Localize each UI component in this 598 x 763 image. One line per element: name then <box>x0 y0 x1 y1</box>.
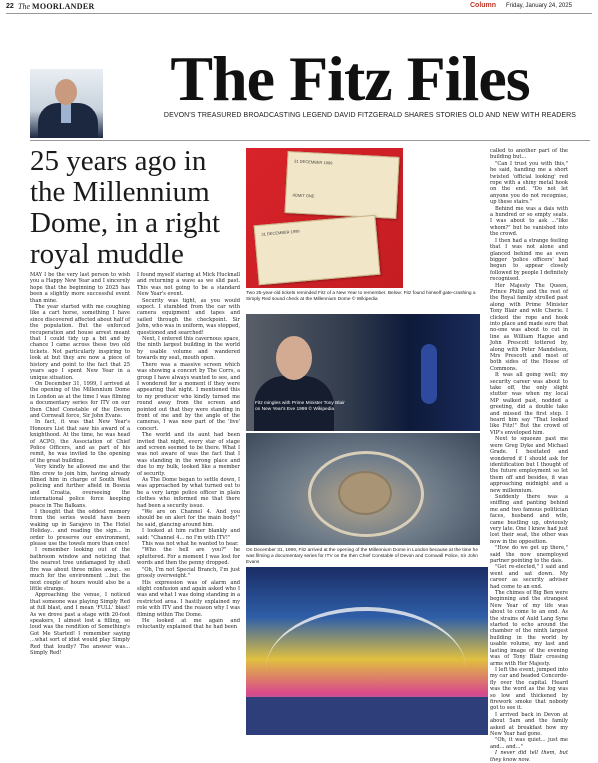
paragraph: I left the event, jumped into my car and headed Concorde-fly over the capital. Heard was the word as the fog was so low and thickened by firework smoke that nobody got to see it. <box>490 666 568 712</box>
paragraph: Security was tight, as you would expect. I stumbled from the car with camera equipment and tapes and sailed through the checkpoint. Sir John, who was in uniform, was stopped, questioned and searched! <box>137 297 240 336</box>
photo-performer <box>421 344 437 404</box>
tickets-photo <box>246 148 403 288</box>
header-rule <box>6 13 592 14</box>
paragraph: "Oh, it was quiet... just me and... and..." <box>490 737 568 750</box>
paragraph: "Who the hell are you?" he spluttered. For a moment I was lost for words and then the penny dropped. <box>137 547 240 567</box>
newspaper-name <box>18 2 95 11</box>
tickets-caption: Two 25-year-old tickets reminded Fitz of a New Year to remember. Below: Fitz found himself gate-crashing a Simply Red sound check at the Millennium Dome © Wikipedia <box>246 291 476 302</box>
paper-title: MOORLANDER <box>32 2 95 11</box>
photo-shirt <box>61 103 71 123</box>
paragraph: Her Majesty The Queen, Prince Philip and the rest of the Royal family strolled past along with Prime Minister Tony Blair and wife Cherie. I clicked the rope and hook into place and made sure that no-one was about to cut in line as William Hague and John Prescott tottered by, along with Peter Mandelson, Mrs Prescott and most of both sides of the House of Commons. <box>490 282 568 372</box>
ticket-date-label: 31 DECEMBER 1999 <box>294 158 333 166</box>
paragraph: There was a massive screen which was showing a concert by The Corrs, a group I have always wanted to see, and I wondered for a moment if they were appearing that night. I mentioned this to my producer who kindly turned me round away from the screen and pointed out that they were standing in front of me and by the angle of the cameras, I was now part of the 'live' concert. <box>137 361 240 432</box>
paragraph: It was all going well; my security career was about to take off, the only slight stutter was when my local MP walked past, nodded a greeting, did a double take and missed the first step. I heard him say "That looked like Fitz!" But the crowd of VIP's enveloped him. <box>490 372 568 436</box>
paragraph: In fact, it was that New Year's Honours List that saw his award of a knighthood. At the time, he was head of ACPO, the Association of Chief Police Officers, and as part of his remit, he was invited to the opening of the great building. <box>30 419 130 464</box>
paragraph: MAY I be the very last person to wish you a Happy New Year and I sincerely hope that the beginning to 2025 has been a slightly more successful event than mine. <box>30 272 130 304</box>
paragraph: I arrived back in Devon at about 5am and the family asked at breakfast how my New Year had gone. <box>490 711 568 737</box>
aerial-photo <box>246 433 480 545</box>
paragraph: The year started with me coughing like a cart horse, something I have since discovered affected about half of the population. But the enforced recuperation and house arrest meant that I could tidy up a bit and by chance I came across these two old tickets. Not particularly inspiring to look at but they are now a piece of history and point to the fact that 25 years ago I spent New Year in a unique situation. <box>30 304 130 381</box>
paragraph: Next to squeeze past me were Greg Dyke and Michael Grade. I hesitated and wondered if I should ask for identification but I thought of the future employment so let them off and besides, it was approaching midnight and a new millennium. <box>490 436 568 494</box>
photo-head <box>276 336 312 380</box>
paragraph: This was not what he wanted to hear. <box>142 541 239 548</box>
photo-stage <box>246 697 488 735</box>
paragraph: His expression was of alarm and slight confusion and again asked who I was and what I was doing standing in a restricted area. I hastily explained my role with ITV and the reason why I was filming within The Dome. <box>137 579 240 618</box>
paragraph: Behind me was a dais with a hundred or so empty seats. I was about to ask ..."like whom?" but he vanished into the crowd. <box>490 205 568 238</box>
paper-prefix: The <box>18 2 30 11</box>
paragraph: Next, I entered this cavernous space, the ninth largest building in the world by usable volume and wandered towards my seat, mouth open. <box>137 336 240 362</box>
paragraph: The chimes of Big Ben were beginning and the strangest New Year of my life was about to come to an end. As the strains of Auld Lang Syne started to echo around the chamber of the ninth largest building in the world by usable volume, my last and lasting image of the evening was of Tony Blair crossing arms with Her Majesty. <box>490 590 568 667</box>
article-column-1 <box>30 272 130 656</box>
paragraph: "Get re-elected," I said and went and sat down. My career as security adviser had come to an end. <box>490 564 568 590</box>
ticket-top <box>284 151 399 219</box>
columnist-photo <box>30 69 103 138</box>
aerial-caption: On December 31, 1999, Fitz arrived at the opening of the Millennium Dome in London because at the time he was filming a documentary series for ITV on the then Chief Constable of Devon and Cornwall Police, Sir John Evans <box>246 548 478 565</box>
ticket-admit-label: ADMIT ONE <box>292 192 315 199</box>
column-masthead: The Fitz Files <box>170 43 530 114</box>
dome-interior-photo <box>246 567 488 735</box>
ticket-date-label: 31 DECEMBER 1999 <box>261 228 300 237</box>
blair-caption: Fitz mingles with Prime Minister Tony Blair on New Year's Eve 1999 © Wikipedia <box>255 401 345 412</box>
paragraph: On December 31, 1999, I arrived at the opening of the Millennium Dome in London as at the time I was filming a documentary series for ITV on our then Chief Constable of the Devon and Cornwall force, Sir John Evans. <box>30 380 130 419</box>
paragraph: Suddenly there was a sniffing and panting behind me and two famous politician faces, husband and wife, came bustling up, obviously very late. One I knew had just lost their seat, the other was now in the opposition. <box>490 493 568 545</box>
paragraph: He looked at me again and reluctantly explained that he had been <box>137 617 240 631</box>
paragraph: The world and its aunt had been invited that night, every star of stage and screen seemed to be there. What I was not aware of was the fact that I was standing in the wrong place and due to my bulk, looked like a member of security. <box>137 432 240 477</box>
section-label: Column <box>470 2 497 9</box>
paragraph: I then had a strange feeling that I was not alone and glanced behind me as even bigger 'police officers' had begun to appear closely followed by people I definitely recognised. <box>490 237 568 283</box>
paragraph: "We are on Channel 4. And you should be on alert for the main body!" he said, glancing around him. <box>137 509 240 528</box>
paragraph: Approaching the venue, I noticed that someone was playing Simply Red at full blast, and I mean 'FULL' blast! As we drove past a stage with 20-foot speakers, I almost lost a filling, so loud was the rendition of Something's Got Me Started! I remember saying ...what sort of idiot would play Simply Red that loudly? The answer was... Simply Red! <box>30 592 130 656</box>
issue-date: Friday, January 24, 2025 <box>506 3 572 9</box>
blair-photo <box>246 314 480 431</box>
paragraph: "Can I trust you with this," he said, handing me a short twisted 'official looking' red rope with a shiny metal hook on the end. "Do not let anyone you do not recognise, up these stairs." <box>490 160 568 206</box>
masthead-rule <box>30 140 590 141</box>
closing-line: I never did tell them, but they know now. <box>490 750 568 763</box>
ticket-bottom <box>254 215 381 285</box>
page-number: 22 <box>6 3 14 10</box>
paragraph: I remember looking out of the bathroom window and noticing that the nearest tree undamaged by shell fire was about three miles away... so much for the environment ...but the next couple of hours would also be a little strange. <box>30 547 130 592</box>
paragraph: called to another part of the building but... <box>490 148 568 161</box>
masthead-subtitle: DEVON'S TREASURED BROADCASTING LEGEND DAVID FITZGERALD SHARES STORIES OLD AND NEW WITH READERS <box>163 112 577 119</box>
paragraph: Very kindly he allowed me and the film crew to join him, having already filmed him in charge of South West policing and further afield in Bosnia and Croatia, overseeing the international police force keeping peace in The Balkans. <box>30 464 130 509</box>
paragraph: I thought that the oddest memory from the series would have been waking up in Sarajevo in The Hotel Holiday... and reading the sign... in order to preserve our environment, please use the towels more than once! <box>30 509 130 548</box>
paragraph: I found myself staring at Mick Hucknall and returning a wave as we slid past. This was not going to be a standard New Year's event. <box>137 272 240 298</box>
paragraph: "How do we get up there," said the now unemployed partner pointing to the dais. <box>490 545 568 564</box>
photo-face <box>55 79 77 105</box>
paragraph: As The Dome began to settle down, I was approached by what turned out to be a very large police officer in plain clothes who informed me that there had been a security issue. <box>137 477 240 509</box>
article-column-2 <box>137 272 240 631</box>
article-headline: 25 years ago in the Millennium Dome, in a right royal muddle <box>30 145 221 270</box>
article-column-3 <box>490 148 568 763</box>
paragraph: I looked at him rather blankly and said: "Channel 4... no I'm with ITV!" <box>137 528 240 541</box>
paragraph: "Oh, I'm not Special Branch, I'm just grossly overweight." <box>137 566 240 580</box>
photo-centre <box>338 471 392 515</box>
